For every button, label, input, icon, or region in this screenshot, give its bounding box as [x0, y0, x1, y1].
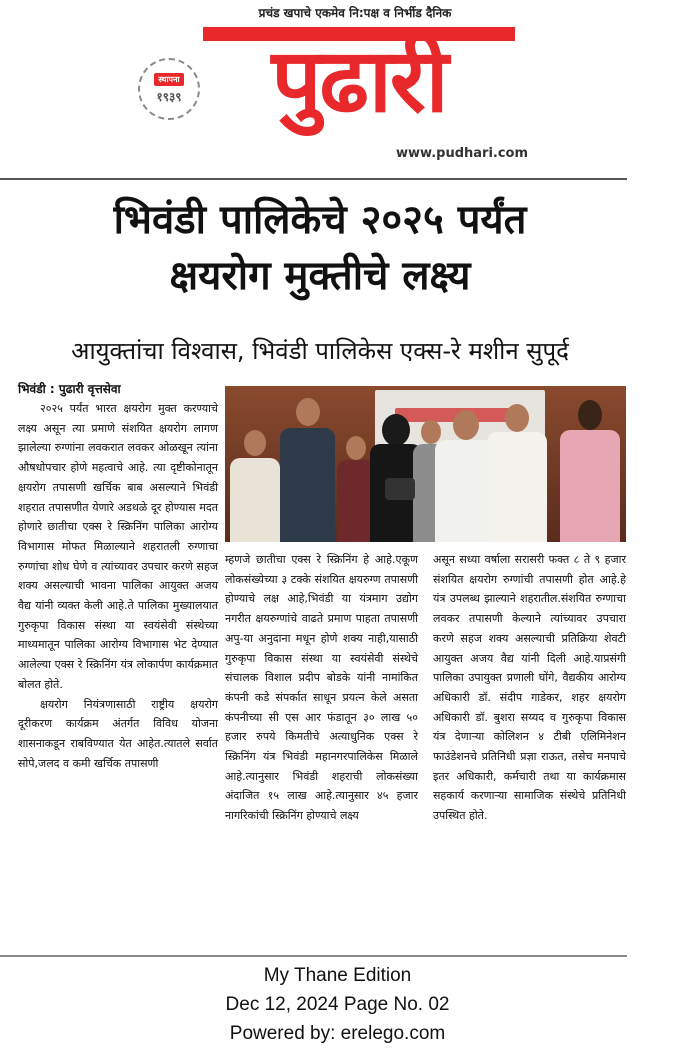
- person-figure: [560, 396, 620, 542]
- article-column-2: [225, 550, 418, 826]
- byline: भिवंडी : पुढारी वृत्तसेवा: [18, 382, 121, 396]
- person-figure: [230, 422, 280, 542]
- masthead: [0, 0, 675, 180]
- seal-label: स्थापना: [154, 73, 183, 86]
- date-page-label: Dec 12, 2024 Page No. 02: [225, 994, 450, 1015]
- article-column-3: [433, 550, 626, 826]
- xray-device: [385, 478, 415, 500]
- established-seal: [138, 58, 200, 120]
- website-url: www.pudhari.com: [396, 146, 529, 161]
- article-paragraph: म्हणजे छातीचा एक्स रे स्क्रिनिंग हे आहे.एकूण लोकसंख्येच्या ३ टक्के संशयित क्षयरुग्ण तपासणी होण्याचे लक्ष आहे,भिवंडी या यंत्रमाग उद्योग नगरीत क्षयरुग्णांचे वाढते प्रमाण पाहता तपासणी अपु-या अनुदाना मधून होणे शक्य नाही,यासाठी गुरुकृपा विकास संस्था या स्वयंसेवी संस्थेचे संचालक विशाल प्रदीप बोडके यांनी नामांकित कंपनी कडे संपर्कात साधून प्रयत्न केले असता कंपनीच्या सी एस आर फंडातून ३० लाख ५० हजार रुपये किमतीचे अत्याधुनिक एक्स रे स्क्रिनिंग यंत्र भिवंडी महानगरपालिकेस मिळाले आहे.त्यानुसार भिवंडी शहराची लोकसंख्या अंदाजित १५ लाख आहे.त्यानुसार ४५ हजार नागरिकांची स्क्रिनिंग होण्याचे लक्ष्य: [225, 553, 418, 823]
- headline: [10, 192, 630, 304]
- masthead-tagline: प्रचंड खपाचे एकमेव नि:पक्ष व निर्भीड दैनिक: [258, 6, 452, 20]
- article-paragraph: क्षयरोग नियंत्रणासाठी राष्ट्रीय क्षयरोग दूरीकरण कार्यक्रम अंतर्गत विविध योजना शासनाकडून राबविण्यात येत आहेत.त्यातले सर्वात सोपे,जलद व कमी खर्चिक तपासणी: [18, 697, 218, 770]
- event-photo: [225, 386, 626, 542]
- masthead-logo: पुढारी: [271, 29, 447, 132]
- person-figure: [280, 392, 335, 542]
- subheadline: आयुक्तांचा विश्वास, भिवंडी पालिकेस एक्स-रे मशीन सुपूर्द: [71, 337, 569, 365]
- headline-line-1: भिवंडी पालिकेचे २०२५ पर्यंत: [113, 197, 527, 243]
- seal-year: १९३९: [156, 90, 182, 104]
- article-column-1: [18, 399, 218, 773]
- masthead-divider: [0, 178, 627, 180]
- article-paragraph: २०२५ पर्यंत भारत क्षयरोग मुक्त करण्याचे लक्ष्य असून त्या प्रमाणे संशयित क्षयरोग लागण झालेल्या रुग्णांना लवकरात लवकर ओळखून त्यांना औषधोपचार होणे महत्वाचे आहे. त्या दृष्टीकोनातून क्षयरोग तपासणी खर्चिक बाब असल्याने भिवंडी शहरात तपासणीत येणारे अडथळे दूर होण्यास मदत होणारे छातीचा एक्स रे स्क्रिनिंग पालिका आरोग्य विभागास मोफत मिळाल्याने शहरातली रुग्णाचा रुग्णांचा शोध घेणे व त्यांच्यावर उपचार करणे सहज शक्य असल्याची भावना पालिका आयुक्त अजय वैद्य यांनी व्यक्त केली आहे.ते पालिका मुख्यालयात गुरुकृपा विकास संस्था या स्वयंसेवी संस्थेच्या माध्यमातून पालिका आरोग्य विभागास भेट देण्यात आलेल्या एक्स रे स्क्रिनिंग यंत्र लोकार्पण कार्यक्रमात बोलत होते.: [18, 402, 218, 691]
- person-figure: [487, 398, 547, 542]
- edition-label: My Thane Edition: [263, 965, 412, 986]
- article-paragraph: असून सध्या वर्षाला सरासरी फक्त ८ ते ९ हजार संशयित क्षयरोग रुग्णांची तपासणी होत आहे.हे यंत्र उपलब्ध झाल्याने शहरातील.संशयित रुग्णाचा लवकर तपासणी केल्याने त्यांच्यावर उपचारा करणे सहज शक्य असल्याची प्रतिक्रिया शेवटी आयुक्त अजय वैद्य यांनी दिली आहे.याप्रसंगी पालिका उपायुक्त प्रणाली घोंगे, वैद्यकीय आरोग्य अधिकारी डॉ. संदीप गाडेकर, शहर क्षयरोग अधिकारी डॉ. बुशरा सय्यद व गुरुकृपा विकास यंत्र देणाऱ्या कोलिशन ४ टीबी एलिमिनेशन फाउंडेशनचे प्रतिनिधी प्रज्ञा राऊत, तसेच मनपाचे इतर अधिकारी, कर्मचारी तथा या कार्यक्रमास सहकार्य करणाऱ्या सामाजिक संस्थेचे प्रतिनिधी उपस्थित होते.: [433, 553, 626, 823]
- powered-by-label: Powered by: erelego.com: [229, 1023, 446, 1044]
- headline-line-2: क्षयरोग मुक्तीचे लक्ष्य: [169, 253, 471, 299]
- footer-divider: [0, 955, 627, 957]
